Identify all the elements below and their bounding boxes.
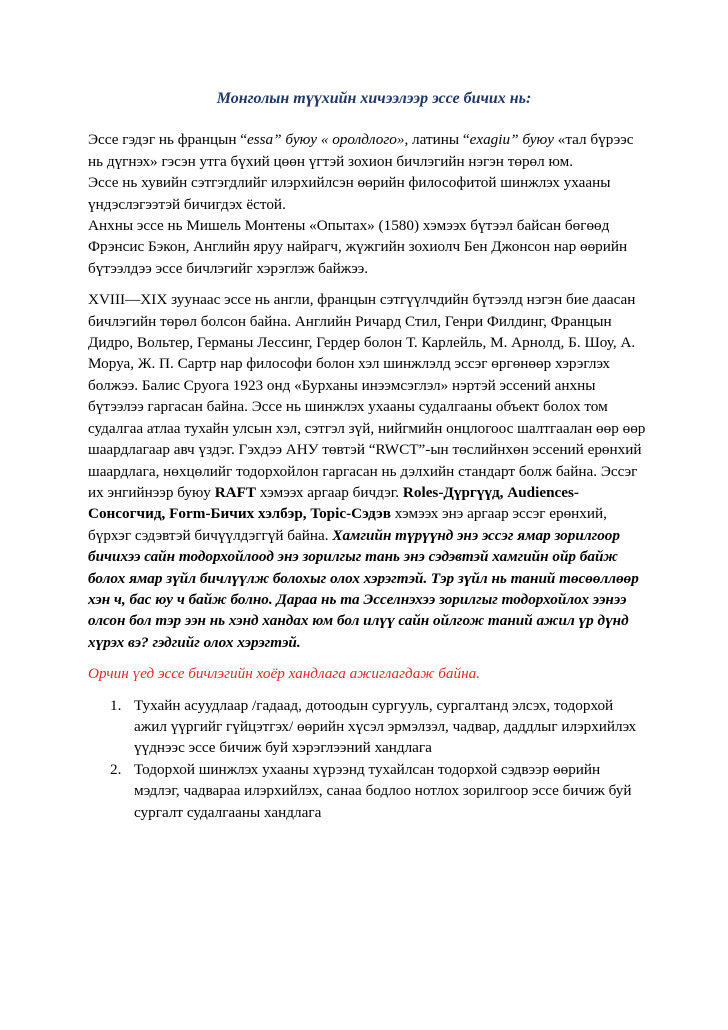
list-item (88, 759, 648, 823)
list-item-text: Тухайн асуудлаар /гадаад, дотоодын сургууль, сургалтанд элсэх, тодорхой ажил үүргийг гүйцэтгэх/ өөрийн хүсэл эрмэлзэл, чадвар, даддлыг илэрхийлэх үүднээс эссе бичиж буй хэрэглээний хандлага (134, 696, 637, 757)
list-item-number: 2. (110, 760, 122, 778)
paragraph-history-part-c: хэмээх энэ аргаар эссэг ерөнхий, бүрхэг сэдэвтэй бичүүлдэггүй байна. (88, 505, 607, 544)
raft-terms-bold: Roles-Дүргүүд, Audiences-Сонсогчид, Form-Бичих хэлбэр, Topic-Сэдэв (88, 483, 579, 523)
approaches-heading: Орчин үед эссе бичлэгийн хоёр хандлага ажиглагдаж байна. (88, 665, 480, 683)
paragraph-definition-part-e: «тал бүрээс нь дүгнэх» гэсэн утга бүхий цөөн үгтэй зохион бичлэгийн нэгэн төрөл юм. (88, 131, 634, 170)
raft-term: RAFT (214, 483, 257, 501)
document-page (88, 88, 648, 823)
paragraph-first-essay: Анхны эссе нь Мишель Монтены «Опытах» (1580) хэмээх бүтээл байсан бөгөөд Фрэнсис Бэкон, Английн яруу найрагч, жүжгийн зохиолч Бен Джонсон нар өөрийн бүтээлдээ эссе бичлэгийг хэрэглэж байжээ. (88, 217, 628, 277)
paragraph-definition-part-b: essa” буюу « оролдлого» (247, 131, 405, 149)
list-item-number: 1. (110, 696, 122, 714)
paragraph-spacer (88, 279, 648, 289)
list-item-text: Тодорхой шинжлэх ухааны хүрээнд тухайлсан тодорхой сэдвээр өөрийн мэдлэг, чадвараа илэрхийлэх, санаа бодлоо нотлох зорилгоор эссе бичиж буй сургалт судалгааны хандлага (134, 760, 632, 821)
approaches-list (88, 695, 648, 823)
paragraph-emphasis: Хамгийн түрүүнд энэ эссэг ямар зорилгоор бичихээ сайн тодорхойлоод энэ зорилгыг тань энэ сэдэвтэй хамгийн ойр байж болох ямар зүйл бичлүүлж болохыг олох хэрэгтэй. Тэр зүйл нь таний төсөөллөөр хэн ч, бас юу ч байж болно. Дараа нь та Эсселнэхээ зорилгыг тодорхойлох ээнээ олсон бол тэр ээн нь хэнд хандах юм бол илүү сайн ойлгож таний ажил үр дүнд хүрэх вэ? гэдгийг олох хэрэгтэй. (88, 526, 639, 651)
paragraph-history-part-a: XVIII—XIX зуунаас эссе нь англи, францын сэтгүүлчдийн бүтээлд нэгэн бие даасан бичлэгийн төрөл болсон байна. Английн Ричард Стил, Генри Филдинг, Францын Дидро, Вольтер, Германы Лессинг, Гердер болон Т. Карлейль, М. Арнолд, Б. Шоу, А. Моруа, Ж. П. Сартр нар философи болон хэл шинжлэлд эссэг өргөнөөр хэрэглэх болжээ. Балис Сруога 1923 онд «Бурханы инээмсэглэл» нэртэй эссений анхны бүтээлээ гаргасан байна. Эссе нь шинжлэх ухааны судалгааны объект болох том судалгаа атлаа тухайн улсын хэл, сэтгэл зүй, нийгмийн онцлогоос шалтгаалан өөр өөр шаардлагаар авч үздэг. Гэхдээ АНУ төвтэй “RWCT”-ын төслийнхөн эссений ерөнхий шаардлага, нөхцөлийг тодорхойлон гаргасан нь дэлхийн стандарт болж байна. Эссэг их энгийнээр буюу (88, 291, 646, 501)
paragraph-definition-part-d: exagiu” буюу (469, 131, 554, 149)
paragraph-definition-part-c: , латины “ (404, 131, 470, 149)
document-title: Монголын түүхийн хичээлээр эссе бичих нь: (216, 90, 532, 107)
paragraph-definition (88, 129, 648, 172)
paragraph-definition-part-a: Эссе гэдэг нь францын “ (88, 131, 247, 149)
paragraph-history-part-b: хэмээх аргаар бичдэг. (256, 483, 403, 501)
paragraph-personal-view: Эссе нь хувийн сэтгэгдлийг илэрхийлсэн өөрийн философитой шинжлэх ухааны үндэслэгээтэй бичигдэх ёстой. (88, 174, 611, 213)
list-item (88, 695, 648, 759)
paragraph-history (88, 289, 648, 653)
paragraph-spacer (88, 653, 648, 663)
